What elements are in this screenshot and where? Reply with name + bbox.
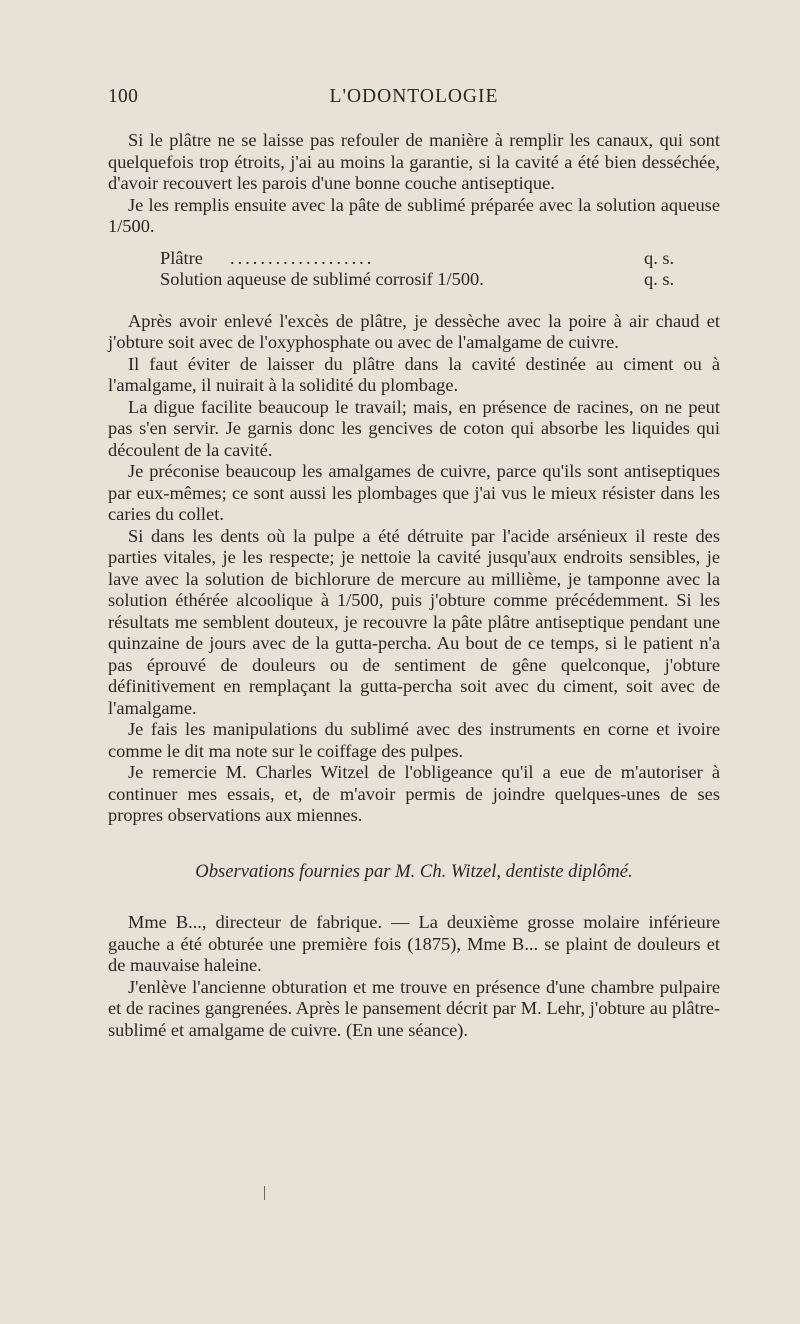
formula-quantity: q. s. <box>644 247 675 268</box>
paragraph: Je les remplis ensuite avec la pâte de sublimé préparée avec la solution aqueuse 1/500. <box>108 194 720 236</box>
running-title: L'ODONTOLOGIE <box>329 86 499 107</box>
paragraph: J'enlève l'ancienne obturation et me trouve en présence d'une chambre pulpaire et de racines gangrenées. Après le pansement décrit par M. Lehr, j'obture au plâtre-sublimé et amalgame de cuivre. (En une séance). <box>108 976 720 1040</box>
paragraph: Si dans les dents où la pulpe a été détruite par l'acide arsénieux il reste des parties vitales, je les respecte; je nettoie la cavité jusqu'aux endroits sensibles, je lave avec la solution de bichlorure de mercure au millième, je tamponne avec la solution éthérée alcoolique à 1/500, puis j'obture comme précédemment. Si les résultats me semblent douteux, je recouvre la pâte plâtre antiseptique pendant une quinzaine de jours avec de la gutta-percha. Au bout de ce temps, si le patient n'a pas éprouvé de douleurs ou de sentiment de gêne quelconque, j'obture définitivement en remplaçant la gutta-percha soit avec du ciment, soit avec de l'amalgame. <box>108 525 720 718</box>
formula-leader: ................... <box>230 247 375 268</box>
paragraph: Mme B..., directeur de fabrique. — La deuxième grosse molaire inférieure gauche a été obturée une première fois (1875), Mme B... se plaint de douleurs et de mauvaise haleine. <box>108 912 720 975</box>
paragraph: Je remercie M. Charles Witzel de l'obligeance qu'il a eue de m'autoriser à continuer mes essais, et, de m'avoir permis de joindre quelques-unes de ses propres observations aux miennes. <box>108 762 720 825</box>
section-heading: Observations fournies par M. Ch. Witzel, dentiste diplômé. <box>195 860 633 882</box>
paragraph: Après avoir enlevé l'excès de plâtre, je dessèche avec la poire à air chaud et j'obture soit avec de l'oxyphosphate ou avec de l'amalgame de cuivre. <box>108 310 720 352</box>
formula-quantity: q. s. <box>644 269 675 289</box>
page-header <box>108 86 720 112</box>
formula-list <box>108 248 720 291</box>
paragraph: La digue facilite beaucoup le travail; mais, en présence de racines, on ne peut pas s'en servir. Je garnis donc les gencives de coton qui absorbe les liquides qui découlent de la cavité. <box>108 396 720 460</box>
page-number: 100 <box>108 86 139 107</box>
printer-mark <box>264 1186 265 1200</box>
formula-ingredient: Plâtre <box>160 247 203 268</box>
formula-row <box>160 269 720 291</box>
paragraph: Il faut éviter de laisser du plâtre dans la cavité destinée au ciment ou à l'amalgame, il nuirait à la solidité du plombage. <box>108 353 720 395</box>
body-text <box>108 130 720 1041</box>
formula-row <box>160 248 720 270</box>
paragraph: Je fais les manipulations du sublimé avec des instruments en corne et ivoire comme le dit ma note sur le coiffage des pulpes. <box>108 719 720 761</box>
formula-ingredient: Solution aqueuse de sublimé corrosif 1/500. <box>160 269 484 289</box>
paragraph: Si le plâtre ne se laisse pas refouler de manière à remplir les canaux, qui sont quelquefois trop étroits, j'ai au moins la garantie, si la cavité a été bien desséchée, d'avoir recouvert les parois d'une bonne couche antiseptique. <box>108 130 720 193</box>
paragraph: Je préconise beaucoup les amalgames de cuivre, parce qu'ils sont antiseptiques par eux-mêmes; ce sont aussi les plombages que j'ai vus le mieux résister dans les caries du collet. <box>108 461 720 524</box>
